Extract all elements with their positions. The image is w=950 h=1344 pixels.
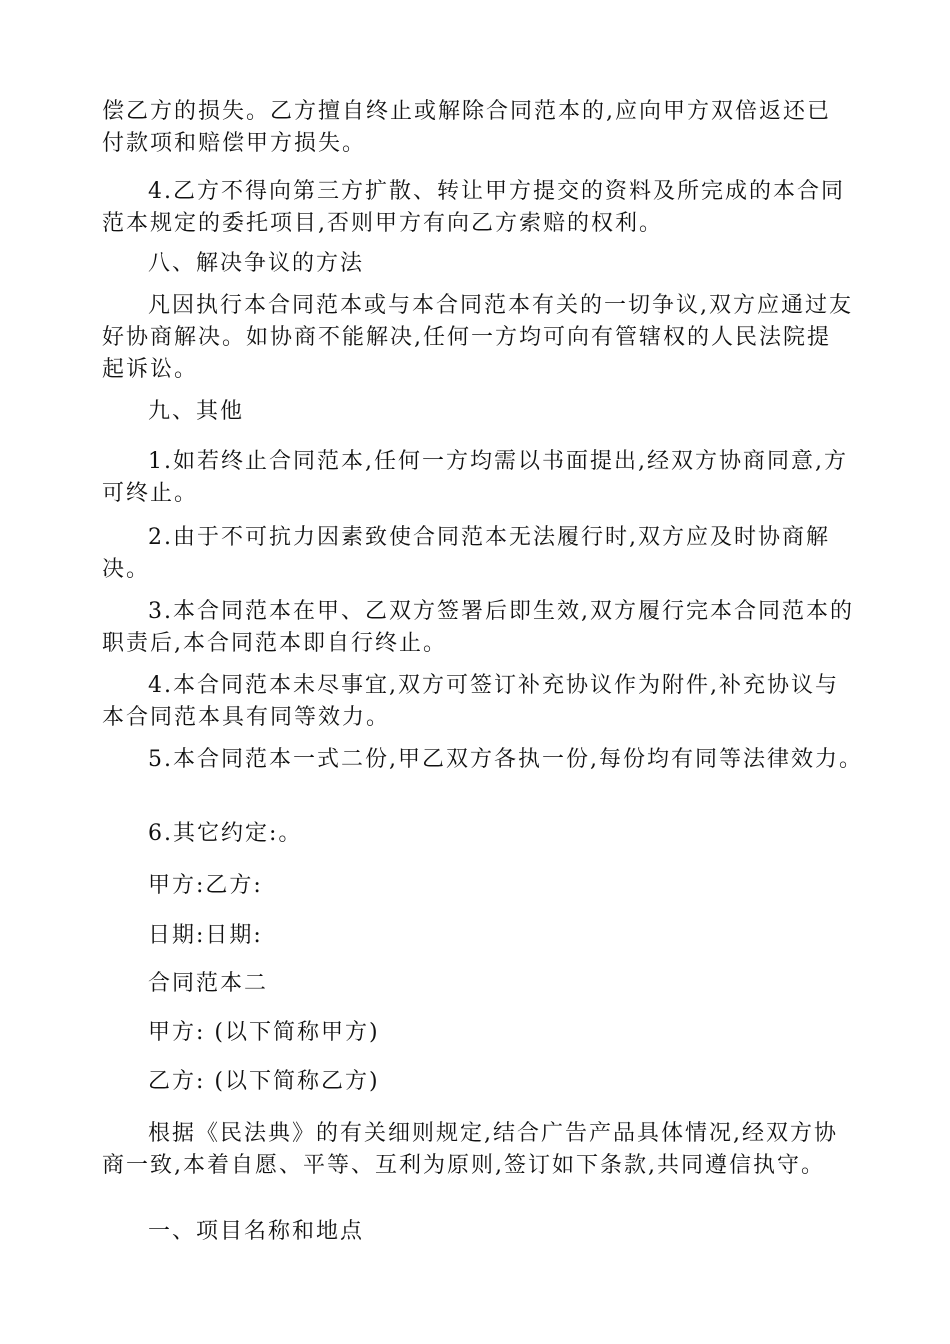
paragraph-preamble: 根据《民法典》的有关细则规定,结合广告产品具体情况,经双方协商一致,本着自愿、平等、互利为原则,签订如下条款,共同遵信执守。 — [102, 1121, 838, 1178]
paragraph-clause-7-4: 4.乙方不得向第三方扩散、转让甲方提交的资料及所完成的本合同范本规定的委托项目,否则甲方有向乙方索赔的权利。 — [102, 179, 845, 236]
paragraph-other-1: 1.如若终止合同范本,任何一方均需以书面提出,经双方协商同意,方可终止。 — [102, 449, 848, 506]
paragraph-other-3: 3.本合同范本在甲、乙双方签署后即生效,双方履行完本合同范本的职责后,本合同范本即自行终止。 — [102, 599, 854, 656]
paragraph-other-5: 5.本合同范本一式二份,甲乙双方各执一份,每份均有同等法律效力。 — [148, 747, 863, 772]
signature-date-line: 日期:日期: — [148, 923, 263, 948]
party-b-line: 乙方: (以下简称乙方) — [148, 1069, 380, 1094]
section-heading-9: 九、其他 — [148, 399, 245, 424]
contract-two-title: 合同范本二 — [148, 971, 269, 996]
section-heading-8: 八、解决争议的方法 — [148, 251, 365, 276]
paragraph-other-6: 6.其它约定:。 — [148, 821, 303, 846]
paragraph-continuation: 偿乙方的损失。乙方擅自终止或解除合同范本的,应向甲方双倍返还已付款项和赔偿甲方损失。 — [102, 99, 831, 156]
paragraph-dispute-resolution: 凡因执行本合同范本或与本合同范本有关的一切争议,双方应通过友好协商解决。如协商不能解决,任何一方均可向有管辖权的人民法院提起诉讼。 — [102, 293, 853, 382]
party-a-line: 甲方: (以下简称甲方) — [148, 1020, 380, 1045]
paragraph-other-4: 4.本合同范本未尽事宜,双方可签订补充协议作为附件,补充协议与本合同范本具有同等效力。 — [102, 673, 839, 730]
section-heading-1: 一、项目名称和地点 — [148, 1219, 365, 1244]
signature-party-line: 甲方:乙方: — [148, 873, 263, 898]
paragraph-other-2: 2.由于不可抗力因素致使合同范本无法履行时,双方应及时协商解决。 — [102, 525, 830, 582]
